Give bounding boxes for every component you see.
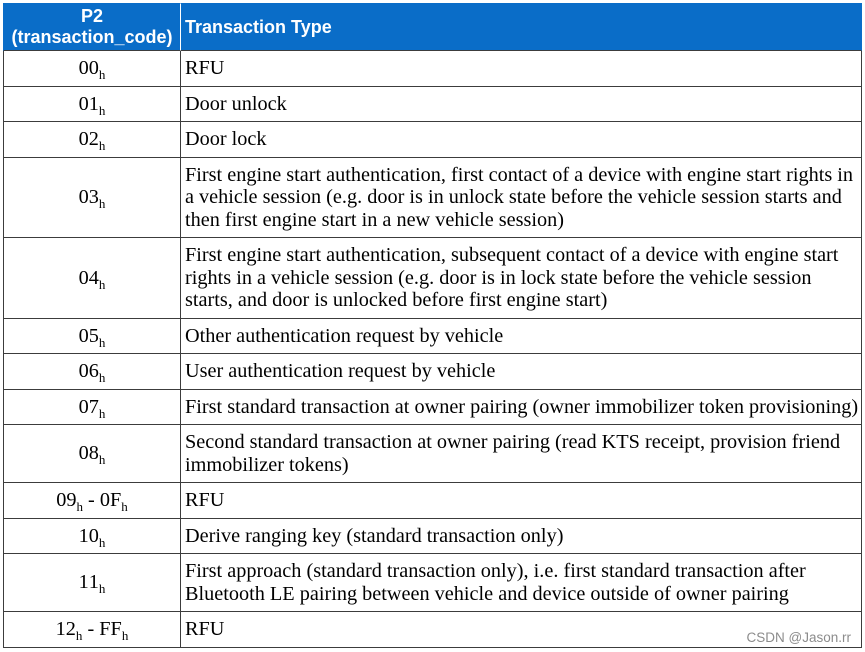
code-value: 08 — [78, 442, 99, 465]
hex-suffix: h — [98, 196, 106, 211]
hex-suffix: h — [98, 405, 106, 421]
transaction-code-cell — [3, 425, 181, 483]
header-row — [3, 3, 862, 51]
transaction-type-cell: Derive ranging key (standard transaction only) — [181, 519, 862, 555]
transaction-code-cell — [3, 51, 181, 87]
hex-suffix: h — [98, 138, 106, 153]
table-row — [3, 354, 862, 390]
code-value: 11 — [78, 571, 99, 594]
transaction-code-cell — [3, 319, 181, 355]
hex-suffix: h — [98, 67, 106, 82]
code-value: 02 — [78, 128, 99, 150]
transaction-type-cell: Door unlock — [181, 87, 862, 123]
range-separator: - — [82, 489, 100, 511]
header-transaction-type: Transaction Type — [181, 3, 862, 51]
transaction-code-cell — [3, 122, 181, 158]
header-code-line-2: (transaction_code) — [11, 27, 173, 47]
hex-suffix: h — [98, 581, 106, 597]
transaction-code-table — [3, 3, 862, 648]
hex-suffix: h — [98, 276, 106, 292]
code-value: 0F — [99, 489, 122, 511]
transaction-code-cell — [3, 554, 181, 612]
code-value: 09 — [56, 489, 77, 511]
transaction-type-cell: First engine start authentication, first contact of a device with engine start rights in a vehicle session (e.g. door is in unlock state before the vehicle session starts and then first engine start in a new vehicle session) — [181, 158, 862, 239]
table-row — [3, 158, 862, 239]
hex-suffix: h — [98, 452, 106, 468]
table-row — [3, 425, 862, 483]
code-value: 03 — [78, 186, 99, 208]
transaction-code-cell — [3, 354, 181, 390]
transaction-code-cell — [3, 519, 181, 555]
table-row — [3, 554, 862, 612]
transaction-type-cell: Other authentication request by vehicle — [181, 319, 862, 355]
code-value: 12 — [55, 618, 76, 640]
transaction-type-cell: RFU — [181, 612, 862, 648]
hex-suffix: h — [98, 102, 106, 118]
table-row — [3, 122, 862, 158]
range-separator: - — [82, 618, 100, 640]
table-row — [3, 483, 862, 519]
table-row — [3, 319, 862, 355]
hex-suffix: h — [98, 334, 106, 350]
hex-suffix: h — [98, 370, 106, 385]
transaction-code-cell — [3, 87, 181, 123]
code-value: 07 — [78, 395, 99, 418]
transaction-type-cell: Second standard transaction at owner pairing (read KTS receipt, provision friend immobilizer tokens) — [181, 425, 862, 483]
transaction-code-cell — [3, 390, 181, 426]
table-body — [3, 51, 862, 648]
hex-suffix: h — [75, 628, 83, 643]
table-row — [3, 87, 862, 123]
transaction-type-cell: First engine start authentication, subsequent contact of a device with engine start rights in a vehicle session (e.g. door is in lock state before the vehicle session starts, and door is unlocked before first engine start) — [181, 238, 862, 319]
hex-suffix: h — [76, 499, 83, 514]
table-row — [3, 238, 862, 319]
transaction-type-cell: RFU — [181, 51, 862, 87]
transaction-type-cell: Door lock — [181, 122, 862, 158]
transaction-type-cell: First standard transaction at owner pairing (owner immobilizer token provisioning) — [181, 390, 862, 426]
table-row — [3, 519, 862, 555]
transaction-type-cell: User authentication request by vehicle — [181, 354, 862, 390]
code-value: 05 — [78, 324, 99, 347]
table-header — [3, 3, 862, 51]
hex-suffix: h — [121, 628, 129, 643]
code-value: 06 — [78, 360, 99, 382]
transaction-code-cell — [3, 158, 181, 239]
code-value: FF — [99, 618, 122, 640]
watermark: CSDN @Jason.rr — [746, 630, 851, 645]
transaction-code-cell — [3, 238, 181, 319]
code-value: 04 — [78, 266, 99, 289]
hex-suffix: h — [98, 534, 106, 550]
header-code-line-1: P2 — [80, 6, 104, 26]
code-value: 00 — [78, 57, 99, 79]
table-row — [3, 51, 862, 87]
header-transaction-code — [3, 3, 181, 51]
transaction-type-cell: First approach (standard transaction only), i.e. first standard transaction after Bluetooth LE pairing between vehicle and device outside of owner pairing — [181, 554, 862, 612]
code-value: 01 — [78, 92, 99, 115]
code-value: 10 — [78, 524, 99, 547]
hex-suffix: h — [121, 499, 128, 514]
table-row — [3, 390, 862, 426]
transaction-type-cell: RFU — [181, 483, 862, 519]
transaction-code-cell — [3, 483, 181, 519]
transaction-code-cell — [3, 612, 181, 648]
table-row — [3, 612, 862, 648]
